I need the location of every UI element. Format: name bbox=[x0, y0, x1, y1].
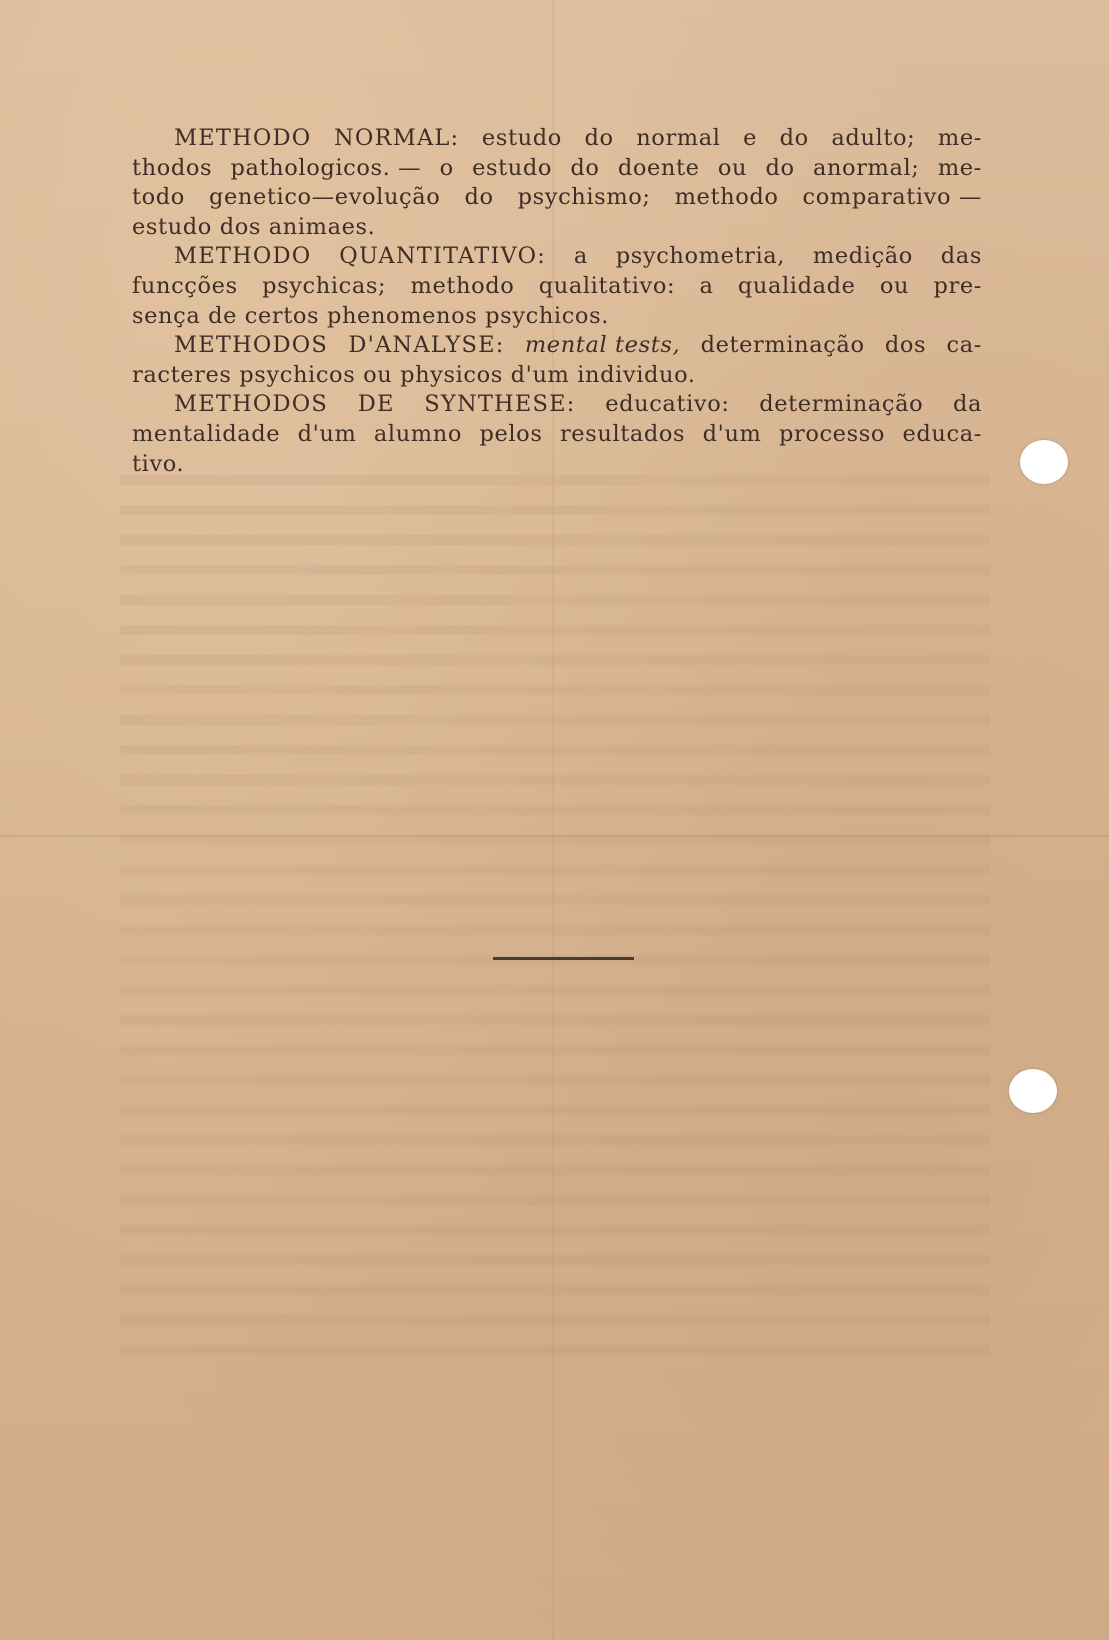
text-line bbox=[132, 420, 982, 450]
text-word: METHODO bbox=[174, 243, 312, 270]
text-word: da bbox=[952, 391, 982, 418]
text-word: medição bbox=[812, 243, 913, 270]
text-word: educativo: bbox=[605, 391, 730, 418]
text-word: a bbox=[573, 243, 588, 270]
text-word: qualitativo: bbox=[538, 272, 676, 299]
text-word: METHODOS bbox=[174, 332, 329, 359]
text-word: do bbox=[464, 184, 494, 211]
text-word: mental tests, bbox=[524, 332, 681, 359]
text-word: doente bbox=[617, 154, 700, 181]
text-word: processo bbox=[778, 420, 886, 447]
text-word: racteres psychicos ou physicos d'um individuo. bbox=[132, 361, 696, 388]
text-word: psychicas; bbox=[262, 272, 387, 299]
text-word: QUANTITATIVO: bbox=[339, 243, 547, 270]
text-word: estudo bbox=[472, 154, 553, 181]
text-word: mentalidade bbox=[132, 420, 281, 447]
text-word: thodos bbox=[132, 154, 213, 181]
text-word: resultados bbox=[559, 420, 686, 447]
text-word: determinação bbox=[759, 391, 924, 418]
text-line bbox=[132, 450, 982, 480]
text-word: do bbox=[779, 125, 809, 151]
text-word: normal bbox=[636, 125, 721, 151]
text-word: DE bbox=[357, 391, 395, 418]
text-line bbox=[132, 183, 982, 213]
text-word: do bbox=[765, 154, 795, 181]
text-word: pre- bbox=[933, 272, 982, 299]
text-word: pathologicos. — bbox=[230, 154, 422, 181]
text-word: o bbox=[439, 154, 454, 181]
text-line bbox=[132, 361, 982, 391]
text-line bbox=[132, 302, 982, 332]
text-word: NORMAL: bbox=[334, 125, 460, 151]
text-word: determinação bbox=[700, 332, 865, 359]
text-word: educa- bbox=[902, 420, 982, 447]
text-word: todo bbox=[132, 184, 185, 211]
text-word: anormal; bbox=[812, 154, 920, 181]
text-word: do bbox=[584, 125, 614, 151]
text-word: METHODO bbox=[174, 125, 312, 151]
paper-fold-horizontal bbox=[0, 835, 1109, 837]
text-line bbox=[132, 154, 982, 184]
text-line bbox=[132, 272, 982, 302]
text-word: d'um bbox=[702, 420, 762, 447]
text-word: comparativo — bbox=[802, 184, 982, 211]
text-word: ou bbox=[717, 154, 748, 181]
text-word: tivo. bbox=[132, 450, 185, 477]
text-line bbox=[132, 390, 982, 420]
bleed-through-text bbox=[120, 455, 990, 1555]
text-word: me- bbox=[937, 154, 982, 181]
text-word: D'ANALYSE: bbox=[348, 332, 505, 359]
text-word: qualidade bbox=[737, 272, 856, 299]
text-word: alumno bbox=[373, 420, 462, 447]
text-word: methodo bbox=[674, 184, 779, 211]
text-word: dos bbox=[884, 332, 927, 359]
text-word: estudo bbox=[481, 125, 562, 151]
text-word: me- bbox=[937, 125, 982, 151]
body-text bbox=[132, 124, 982, 479]
text-word: das bbox=[940, 243, 982, 270]
text-line bbox=[132, 331, 982, 361]
text-line bbox=[132, 124, 982, 154]
horizontal-rule bbox=[493, 957, 634, 960]
text-word: adulto; bbox=[831, 125, 916, 151]
text-word: psychometria, bbox=[615, 243, 786, 270]
text-word: genetico—evolução bbox=[208, 184, 441, 211]
text-word: ca- bbox=[946, 332, 982, 359]
text-word: ou bbox=[879, 272, 910, 299]
text-line bbox=[132, 242, 982, 272]
text-word: funcções bbox=[132, 272, 238, 299]
punch-hole-bottom bbox=[1009, 1069, 1057, 1113]
text-word: do bbox=[570, 154, 600, 181]
text-word: METHODOS bbox=[174, 391, 329, 418]
text-word: SYNTHESE: bbox=[424, 391, 576, 418]
text-word: e bbox=[743, 125, 758, 151]
text-word: pelos bbox=[479, 420, 543, 447]
text-word: estudo dos animaes. bbox=[132, 213, 376, 240]
text-word: d'um bbox=[297, 420, 357, 447]
text-word: methodo bbox=[410, 272, 515, 299]
text-word: sença de certos phenomenos psychicos. bbox=[132, 302, 609, 329]
text-word: a bbox=[699, 272, 714, 299]
punch-hole-top bbox=[1020, 440, 1068, 484]
text-word: psychismo; bbox=[517, 184, 651, 211]
text-line bbox=[132, 213, 982, 243]
